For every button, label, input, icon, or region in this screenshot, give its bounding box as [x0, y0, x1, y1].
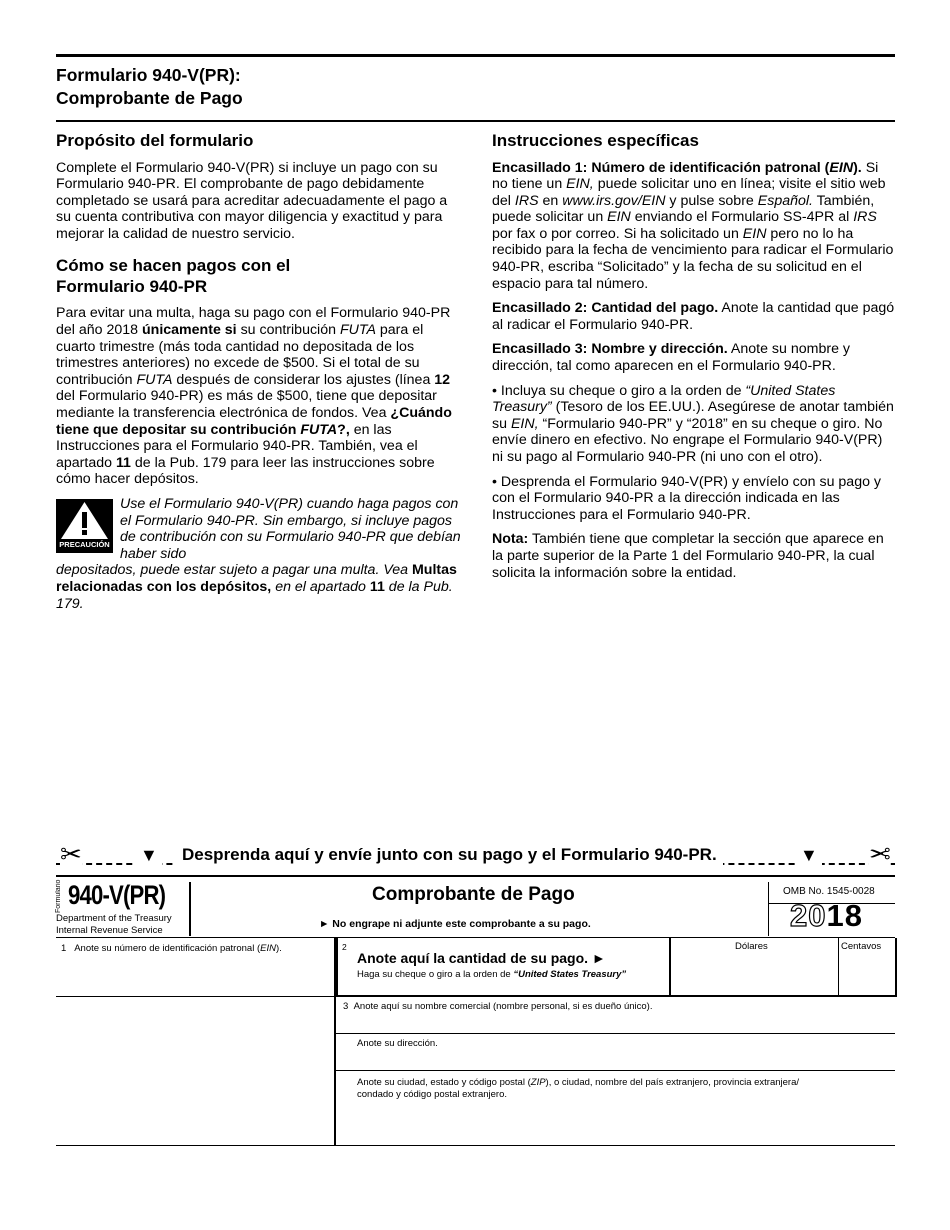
- agency: Department of the Treasury Internal Revenue Service: [56, 913, 172, 936]
- dollars-label: Dólares: [735, 941, 768, 952]
- column-rule: [669, 938, 671, 997]
- purpose-text: Complete el Formulario 940-V(PR) si incluye un pago con su Formulario 940-PR. El comprobante de pago debidamente completado se usará para acreditar adecuadamente el pago a su cuenta contributiva con mayor diligencia y exactitud y para mejorar la calidad de nuestro servicio.: [56, 159, 448, 242]
- page-title: [56, 64, 243, 110]
- caution-text: Use el Formulario 940-V(PR) cuando haga pagos con el Formulario 940-PR. Sin embargo, si incluye pagos de contribución con su Formulario 940-PR que debían haber sido depositados, puede estar sujeto a pagar una multa. Vea Multas relacionadas con los depósitos, en el apartado 11 de la Pub. 179.: [56, 496, 461, 612]
- title-line-1: Formulario 940-V(PR):: [56, 65, 241, 85]
- purpose-heading: Propósito del formulario: [56, 131, 254, 150]
- header-rule: [56, 120, 895, 122]
- form-number: 940-V(PR): [68, 880, 166, 910]
- how-text: Para evitar una multa, haga su pago con el Formulario 940-PR del año 2018 únicamente si su contribución FUTA para el cuarto trimestre (más toda cantidad no depositada de los trimestres anteriores) no excede de $500. Si el total de su contribución FUTA después de considerar los ajustes (línea 12 del Formulario 940-PR) es más de $500, tiene que depositar mediante la transferencia electrónica de fondos. Vea ¿Cuándo tiene que depositar su contribución FUTA?, en las Instrucciones para el Formulario 940-PR. También, vea el apartado 11 de la Pub. 179 para leer las instrucciones sobre cómo hacer depósitos.: [56, 305, 452, 488]
- voucher-top-rule: [56, 875, 895, 877]
- form-label: Formulario: [55, 879, 62, 913]
- voucher-bottom-rule: [56, 1145, 895, 1146]
- box3-address-label: Anote su dirección.: [357, 1038, 438, 1049]
- detach-line: [56, 839, 895, 869]
- caution-box: [56, 496, 464, 612]
- scissors-icon: ✂: [869, 839, 891, 869]
- caution-icon: [56, 499, 113, 553]
- amount-subtitle: Haga su cheque o giro a la orden de “United States Treasury”: [357, 969, 627, 980]
- box3-instructions: Encasillado 3: Nombre y dirección. Anote su nombre y dirección, tal como aparecen en el Formulario 940-PR.: [492, 341, 850, 375]
- bullet-detach: • Desprenda el Formulario 940-V(PR) y envíelo con su pago y con el Formulario 940-PR a la dirección indicada en las Instrucciones para el Formulario 940-PR.: [492, 473, 882, 523]
- tax-year: 2018: [790, 898, 863, 933]
- caution-label: PRECAUCIÓN: [59, 540, 110, 549]
- box2-number: 2: [342, 942, 347, 952]
- address-line[interactable]: [336, 1070, 895, 1071]
- payment-voucher: [56, 880, 895, 1146]
- box1-instructions: Encasillado 1: Número de identificación patronal (EIN). Si no tiene un EIN, puede solicitar uno en línea; visite el sitio web del IRS en www.irs.gov/EIN y pulse sobre Español. También, puede solicitar un EIN enviando el Formulario SS-4PR al IRS por fax o por correo. Si ha solicitado un EIN pero no lo ha recibido para la fecha de vencimiento para radicar el Formulario 940-PR, escriba “Solicitado” y la fecha de su solicitud en el espacio para tal número.: [492, 159, 894, 292]
- amount-box[interactable]: [336, 938, 897, 997]
- detach-text: Desprenda aquí y envíe junto con su pago y el Formulario 940-PR.: [176, 845, 723, 865]
- amount-title: Anote aquí la cantidad de su pago. ►: [357, 950, 606, 966]
- divider: [189, 882, 191, 936]
- box3-name-label: 3 Anote aquí su nombre comercial (nombre personal, si es dueño único).: [343, 1001, 653, 1012]
- box1-label: 1 Anote su número de identificación patronal (EIN).: [61, 943, 282, 954]
- top-rule: [56, 54, 895, 57]
- right-column: [492, 131, 896, 589]
- note: Nota: También tiene que completar la sección que aparece en la parte superior de la Parte 1 del Formulario 940-PR, la cual solicita la información sobre la entidad.: [492, 531, 884, 581]
- instructions-heading: Instrucciones específicas: [492, 131, 699, 150]
- column-rule: [838, 938, 839, 997]
- triangle-down-icon: ▼: [796, 845, 822, 866]
- name-line[interactable]: [336, 1033, 895, 1034]
- cents-label: Centavos: [841, 941, 882, 952]
- title-line-2: Comprobante de Pago: [56, 88, 243, 108]
- triangle-down-icon: ▼: [136, 845, 162, 866]
- row-rule: [56, 996, 336, 997]
- voucher-title: Comprobante de Pago: [372, 884, 575, 905]
- divider: [768, 882, 769, 936]
- box2-instructions: Encasillado 2: Cantidad del pago. Anote la cantidad que pagó al radicar el Formulario 940-PR.: [492, 300, 895, 333]
- box3-city-label: Anote su ciudad, estado y código postal (ZIP), o ciudad, nombre del país extranjero, provincia extranjera/ condado y código postal extranjero.: [357, 1077, 800, 1100]
- scissors-icon: ✂: [60, 839, 82, 869]
- how-heading: Cómo se hacen pagos con el Formulario 940-PR: [56, 256, 291, 296]
- voucher-subtitle: ► No engrape ni adjunte este comprobante a su pago.: [319, 918, 591, 930]
- omb-number: OMB No. 1545-0028: [783, 886, 875, 897]
- bullet-check: • Incluya su cheque o giro a la orden de “United States Treasury” (Tesoro de los EE.UU.). Asegúrese de anotar también su EIN, “Formulario 940-PR” y “2018” en su cheque o giro. No envíe dinero en efectivo. No engrape el Formulario 940-V(PR) ni su pago al Formulario 940-PR (ni uno con el otro).: [492, 382, 894, 465]
- left-column: [56, 131, 464, 612]
